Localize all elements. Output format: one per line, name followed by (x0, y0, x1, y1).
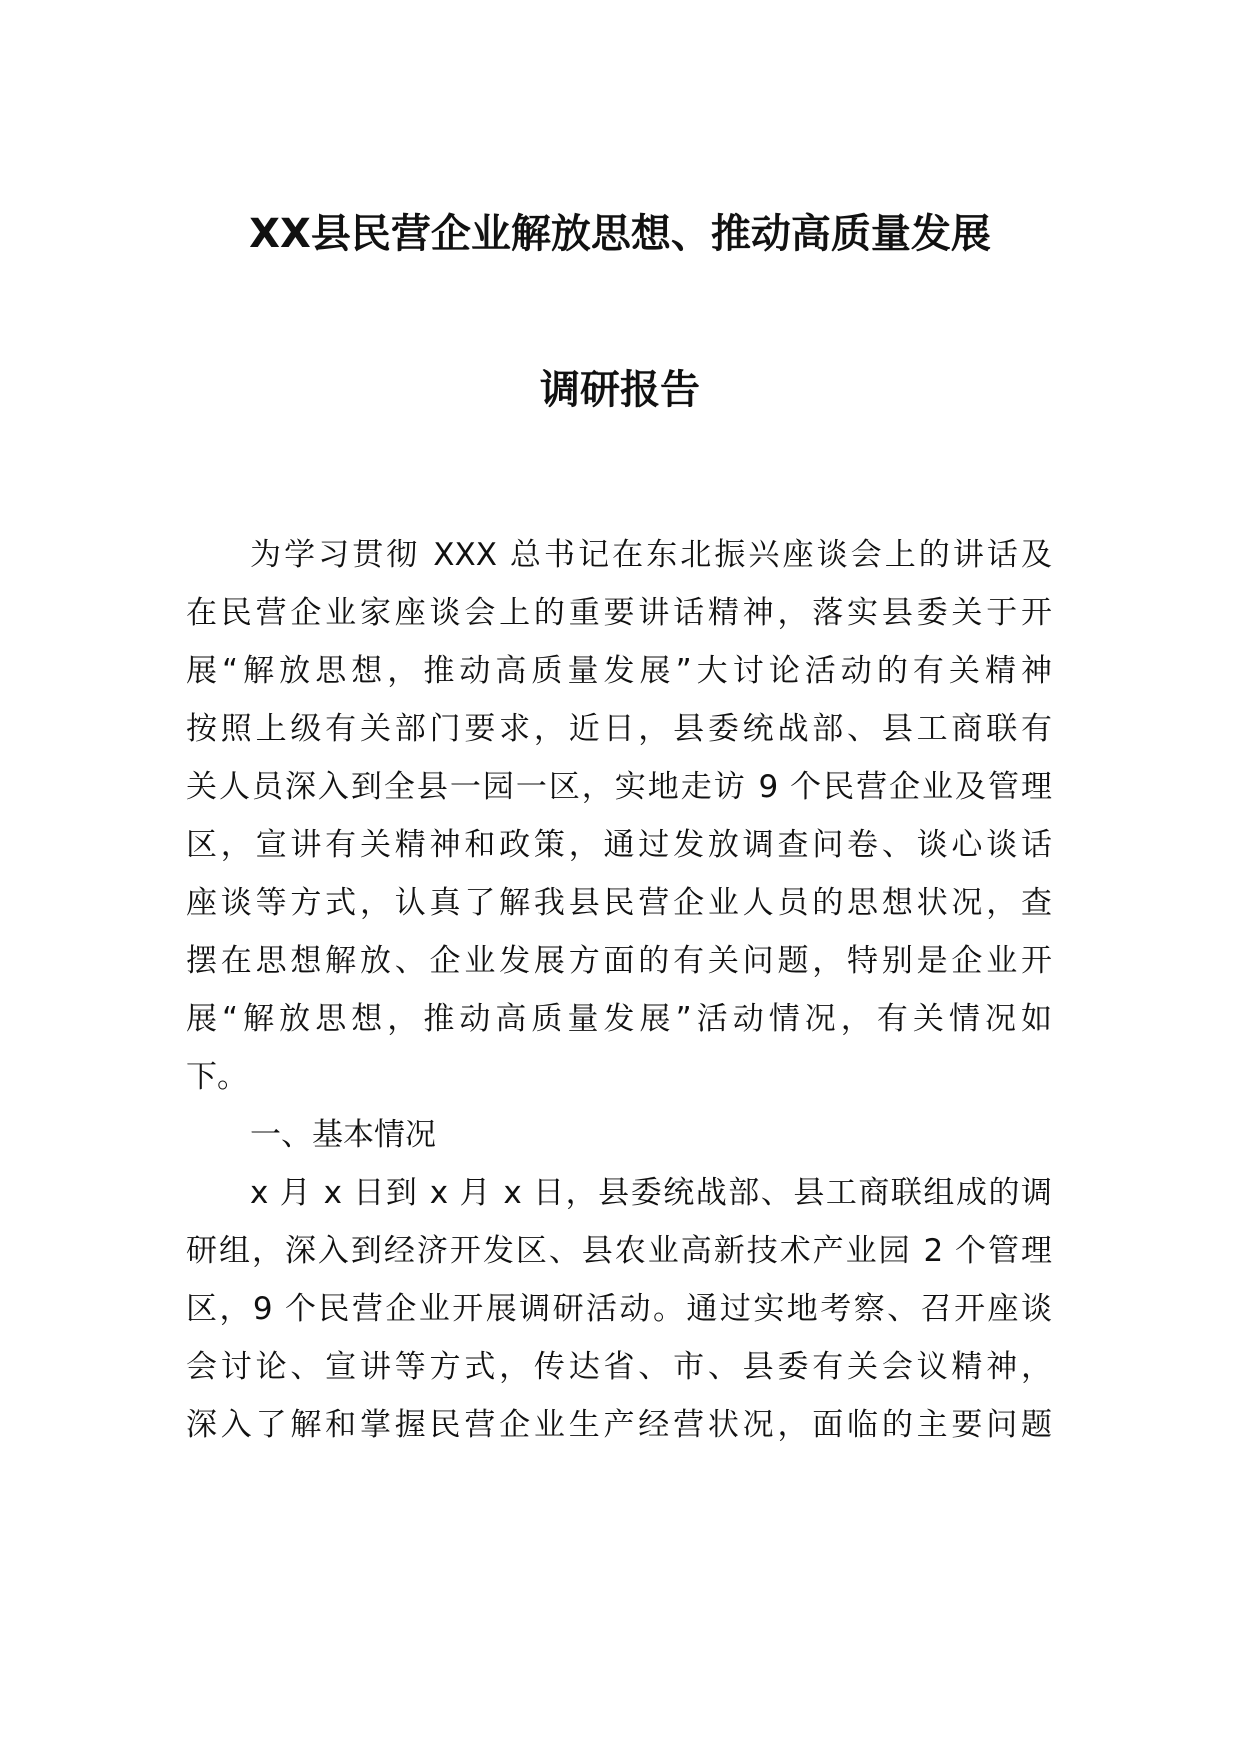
paragraph-1-line-1: 为学习贯彻 XXX 总书记在东北振兴座谈会上的讲话及 (250, 537, 1052, 573)
paragraph-2-line-4: 会讨论、宣讲等方式，传达省、市、县委有关会议精神， (186, 1349, 1052, 1385)
section-heading-basic-situation: 一、基本情况 (250, 1117, 436, 1153)
paragraph-2-line-1: x 月 x 日到 x 月 x 日，县委统战部、县工商联组成的调 (250, 1175, 1052, 1211)
document-title-line-1: XX县民营企业解放思想、推动高质量发展 (249, 211, 991, 257)
paragraph-2-line-2: 研组，深入到经济开发区、县农业高新技术产业园 2 个管理 (186, 1233, 1052, 1269)
paragraph-1-line-4: 按照上级有关部门要求，近日，县委统战部、县工商联有 (186, 711, 1052, 747)
paragraph-2-line-3: 区，9 个民营企业开展调研活动。通过实地考察、召开座谈 (186, 1291, 1052, 1327)
paragraph-2-line-5: 深入了解和掌握民营企业生产经营状况，面临的主要问题 (186, 1407, 1052, 1443)
paragraph-1-line-3: 展“解放思想，推动高质量发展”大讨论活动的有关精神 (186, 653, 1052, 689)
paragraph-1-line-7: 座谈等方式，认真了解我县民营企业人员的思想状况，查 (186, 885, 1052, 921)
paragraph-1-line-9: 展“解放思想，推动高质量发展”活动情况，有关情况如 (186, 1001, 1052, 1037)
paragraph-1-line-2: 在民营企业家座谈会上的重要讲话精神，落实县委关于开 (186, 595, 1052, 631)
paragraph-1-line-8: 摆在思想解放、企业发展方面的有关问题，特别是企业开 (186, 943, 1052, 979)
paragraph-1-line-6: 区，宣讲有关精神和政策，通过发放调查问卷、谈心谈话 (186, 827, 1052, 863)
paragraph-1-line-10: 下。 (186, 1059, 248, 1095)
paragraph-1-line-5: 关人员深入到全县一园一区，实地走访 9 个民营企业及管理 (186, 769, 1052, 805)
document-title-line-2: 调研报告 (540, 367, 700, 413)
